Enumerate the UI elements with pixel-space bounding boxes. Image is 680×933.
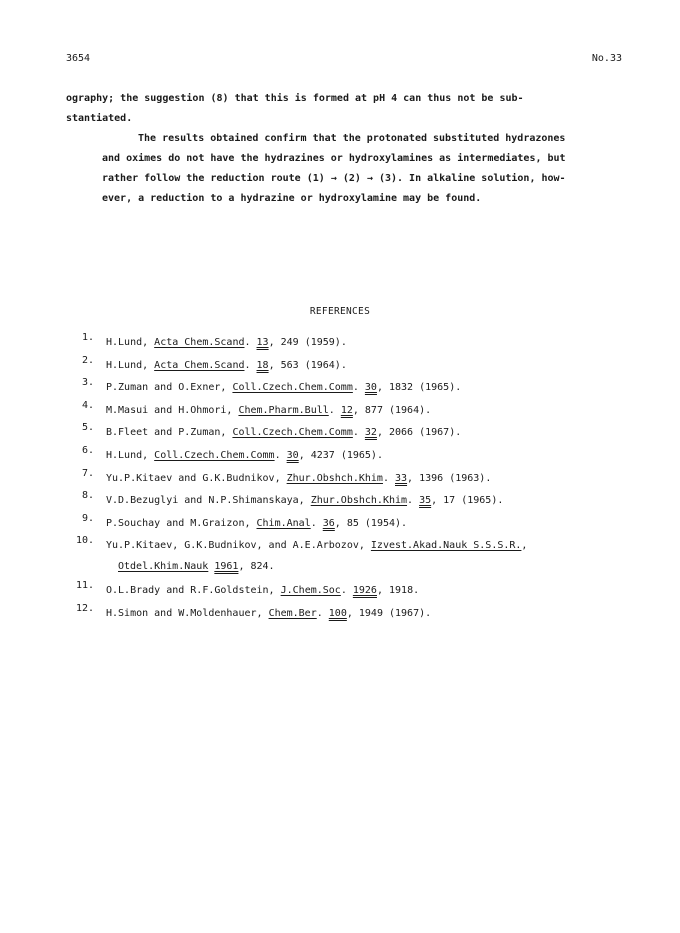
reference-item: [66, 377, 622, 400]
text-line: stantiated.: [66, 113, 133, 124]
reference-authors: H.Simon and W.Moldenhauer,: [106, 607, 269, 619]
paragraph-2: [66, 129, 606, 209]
reference-pages-year: , 85 (1954).: [334, 517, 408, 529]
journal-issue: No.33: [591, 53, 622, 64]
reference-separator: .: [274, 449, 287, 461]
reference-separator: .: [310, 517, 323, 529]
reference-journal: Zhur.Obshch.Khim: [310, 495, 408, 507]
reference-journal: Acta Chem.Scand: [154, 337, 245, 348]
reference-number: 5.: [81, 422, 94, 434]
reference-journal: Izvest.Akad.Nauk S.S.S.R.: [370, 540, 522, 552]
reference-item: [66, 513, 622, 536]
reference-number: 1.: [81, 332, 94, 343]
reference-volume: 12: [340, 404, 353, 416]
reference-journal: Coll.Czech.Chem.Comm: [232, 382, 353, 394]
reference-journal: Chem.Ber: [268, 607, 317, 619]
reference-journal: J.Chem.Soc: [280, 585, 341, 597]
body-text: [66, 89, 606, 209]
reference-volume: 32: [364, 427, 377, 439]
reference-number: 3.: [81, 377, 94, 389]
reference-pages-year: , 563 (1964).: [268, 359, 347, 371]
text-line: ography; the suggestion (8) that this is formed at pH 4 can thus not be sub-: [66, 93, 524, 104]
reference-pages-year: , 4237 (1965).: [298, 449, 383, 461]
text-line: and oximes do not have the hydrazines or hydroxylamines as intermediates, but: [102, 153, 566, 164]
reference-pages-year: , 824.: [238, 561, 275, 573]
paragraph-1: [66, 89, 606, 129]
page-number: 3654: [66, 53, 91, 64]
reference-separator: ,: [521, 540, 528, 552]
reference-journal: Coll.Czech.Chem.Comm: [154, 449, 275, 461]
reference-volume: 30: [364, 382, 377, 394]
reference-number: 12.: [75, 602, 94, 614]
reference-pages-year: , 1832 (1965).: [376, 382, 462, 394]
reference-item: [66, 535, 622, 580]
reference-pages-year: , 1396 (1963).: [407, 472, 492, 484]
reference-separator: .: [352, 382, 365, 394]
reference-separator: .: [328, 404, 341, 416]
reference-pages-year: , 1949 (1967).: [346, 607, 432, 619]
reference-volume: 1961: [214, 561, 239, 573]
reference-item: [66, 603, 622, 626]
reference-authors: B.Fleet and P.Zuman,: [106, 427, 233, 439]
reference-pages-year: , 249 (1959).: [268, 337, 347, 348]
reference-item: [66, 580, 622, 603]
text-line: rather follow the reduction route (1) → (2) → (3). In alkaline solution, how-: [102, 173, 566, 184]
reference-volume: 13: [256, 337, 269, 348]
reference-item: [66, 400, 622, 423]
text-line: ever, a reduction to a hydrazine or hydroxylamine may be found.: [102, 193, 482, 204]
reference-number: 11.: [75, 580, 94, 592]
reference-authors: H.Lund,: [106, 359, 155, 371]
reference-volume: 30: [286, 449, 299, 461]
reference-volume: 1926: [352, 585, 377, 597]
reference-number: 2.: [81, 354, 94, 366]
reference-separator: .: [407, 495, 420, 507]
reference-item: [66, 468, 622, 491]
reference-pages-year: , 877 (1964).: [352, 404, 432, 416]
reference-volume: 36: [322, 517, 335, 529]
reference-journal: Zhur.Obshch.Khim: [286, 472, 383, 484]
reference-journal: Acta Chem.Scand: [154, 359, 245, 371]
reference-number: 7.: [81, 467, 94, 479]
page-header: [66, 53, 622, 67]
reference-pages-year: , 17 (1965).: [431, 495, 504, 507]
reference-authors: O.L.Brady and R.F.Goldstein,: [106, 585, 281, 597]
reference-number: 8.: [81, 490, 94, 502]
reference-authors: V.D.Bezuglyi and N.P.Shimanskaya,: [106, 495, 311, 507]
reference-pages-year: , 2066 (1967).: [376, 427, 462, 439]
reference-journal: Chim.Anal: [256, 517, 311, 529]
reference-authors: P.Zuman and O.Exner,: [106, 382, 233, 394]
reference-authors: P.Souchay and M.Graizon,: [106, 517, 257, 529]
text-line: The results obtained confirm that the protonated substituted hydrazones: [138, 133, 566, 144]
reference-number: 10.: [75, 535, 94, 547]
reference-volume: 100: [328, 607, 347, 619]
reference-authors: H.Lund,: [106, 449, 155, 461]
reference-separator: .: [382, 472, 395, 484]
reference-separator: .: [244, 359, 257, 371]
reference-list: [66, 332, 622, 626]
reference-volume: 18: [256, 359, 269, 371]
reference-separator: .: [244, 337, 257, 348]
reference-separator: .: [340, 585, 353, 597]
reference-authors: Yu.P.Kitaev, G.K.Budnikov, and A.E.Arbozov,: [106, 540, 371, 552]
reference-item: [66, 332, 622, 355]
reference-item: [66, 422, 622, 445]
reference-pages-year: , 1918.: [376, 585, 420, 597]
reference-separator: .: [352, 427, 365, 439]
reference-separator: .: [316, 607, 329, 619]
reference-volume: 33: [395, 472, 408, 484]
reference-number: 4.: [81, 399, 94, 411]
reference-number: 9.: [81, 512, 94, 524]
references-heading: REFERENCES: [309, 306, 371, 317]
reference-authors: M.Masui and H.Ohmori,: [106, 404, 239, 416]
reference-volume: 35: [419, 495, 432, 507]
reference-authors: Yu.P.Kitaev and G.K.Budnikov,: [106, 472, 287, 484]
reference-journal: Coll.Czech.Chem.Comm: [232, 427, 353, 439]
reference-item: [66, 445, 622, 468]
reference-journal-continued: Otdel.Khim.Nauk: [118, 561, 209, 573]
reference-authors: H.Lund,: [106, 337, 155, 348]
reference-number: 6.: [81, 444, 94, 456]
reference-item: [66, 490, 622, 513]
reference-item: [66, 355, 622, 378]
reference-journal: Chem.Pharm.Bull: [238, 404, 329, 416]
